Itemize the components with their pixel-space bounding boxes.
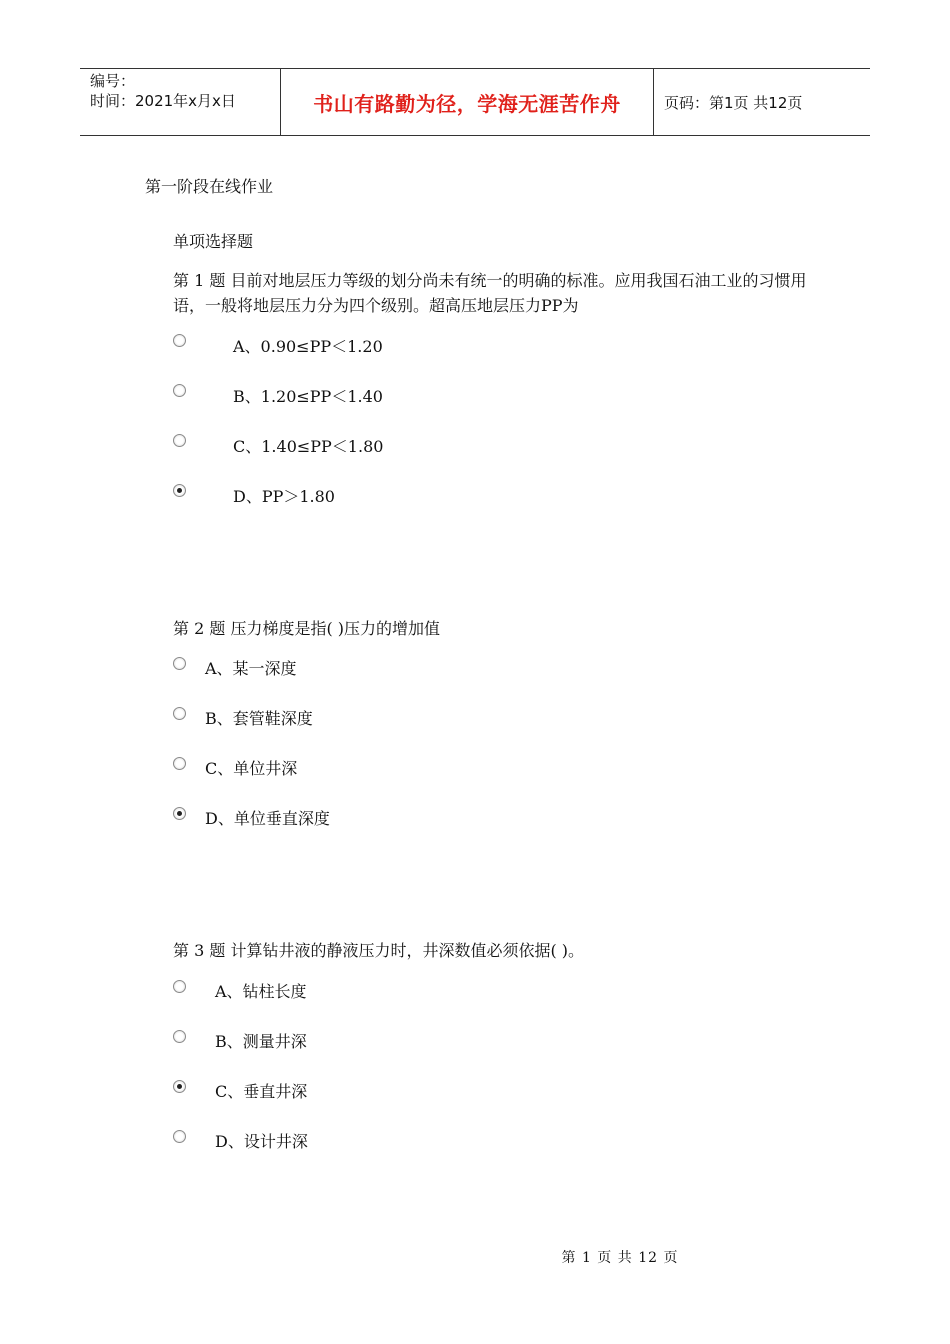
question-2-option-a-label: A、某一深度: [205, 659, 297, 678]
question-1-text: 第 1 题 目前对地层压力等级的划分尚未有统一的明确的标准。应用我国石油工业的习惯用语，一般将地层压力分为四个级别。超高压地层压力PP为: [173, 271, 807, 315]
question-1-option-a-radio[interactable]: [173, 334, 186, 347]
question-3-option-c-radio[interactable]: [173, 1080, 186, 1093]
question-1-option-d-label: D、PP＞1.80: [233, 487, 335, 506]
question-1-option-b-label: B、1.20≤PP＜1.40: [233, 387, 383, 406]
question-1-option-b-radio[interactable]: [173, 384, 186, 397]
header-table: [80, 68, 870, 136]
question-2-option-b-radio[interactable]: [173, 707, 186, 720]
question-3-option-d-radio[interactable]: [173, 1130, 186, 1143]
question-2-text: 第 2 题 压力梯度是指( )压力的增加值: [173, 619, 441, 638]
question-1-option-c-label: C、1.40≤PP＜1.80: [233, 437, 384, 456]
header-meta: [80, 69, 281, 135]
question-3-option-a-label: A、钻柱长度: [215, 982, 307, 1001]
header-page-code-cell: [654, 69, 870, 135]
question-1-option-a-label: A、0.90≤PP＜1.20: [233, 337, 383, 356]
question-3-option-d-label: D、设计井深: [215, 1132, 308, 1151]
question-3-text: 第 3 题 计算钻井液的静液压力时，井深数值必须依据( )。: [173, 941, 585, 960]
footer-page-number: 第 1 页 共 12 页: [561, 1250, 679, 1266]
question-1-option-c-radio[interactable]: [173, 434, 186, 447]
number-label: 编号：: [90, 72, 136, 90]
motto: 书山有路勤为径，学海无涯苦作舟: [313, 91, 621, 116]
time-label: 时间：2021年x月x日: [90, 92, 236, 110]
question-1-option-d-radio[interactable]: [173, 484, 186, 497]
header-motto-cell: [281, 69, 654, 135]
question-2-option-b-label: B、套管鞋深度: [205, 709, 313, 728]
question-2-option-d-radio[interactable]: [173, 807, 186, 820]
page-code: 页码：第1页 共12页: [664, 93, 803, 112]
question-3-option-c-label: C、垂直井深: [215, 1082, 308, 1101]
question-2-option-c-radio[interactable]: [173, 757, 186, 770]
page-footer: [0, 1247, 950, 1267]
section-title: 单项选择题: [173, 232, 254, 251]
question-2-option-a-radio[interactable]: [173, 657, 186, 670]
question-3-option-b-radio[interactable]: [173, 1030, 186, 1043]
question-2-option-c-label: C、单位井深: [205, 759, 298, 778]
question-3-option-b-label: B、测量井深: [215, 1032, 307, 1051]
stage-title: 第一阶段在线作业: [145, 177, 274, 196]
question-2-option-d-label: D、单位垂直深度: [205, 809, 330, 828]
question-3-option-a-radio[interactable]: [173, 980, 186, 993]
